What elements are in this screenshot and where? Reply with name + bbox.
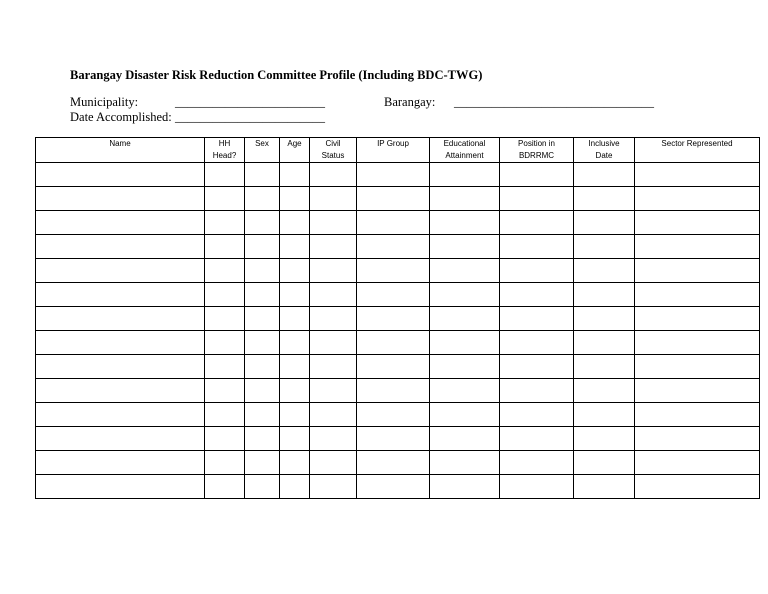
table-row — [36, 379, 760, 403]
table-row — [36, 403, 760, 427]
table-cell — [36, 403, 205, 427]
table-cell — [357, 187, 430, 211]
table-cell — [245, 379, 280, 403]
table-cell — [245, 307, 280, 331]
header-age: Age — [280, 138, 310, 163]
table-cell — [280, 451, 310, 475]
table-cell — [245, 427, 280, 451]
table-row — [36, 427, 760, 451]
table-cell — [500, 403, 574, 427]
table-cell — [245, 283, 280, 307]
table-cell — [635, 307, 760, 331]
table-cell — [245, 211, 280, 235]
table-cell — [245, 475, 280, 499]
header-name: Name — [36, 138, 205, 163]
table-cell — [310, 259, 357, 283]
table-cell — [430, 187, 500, 211]
table-cell — [310, 235, 357, 259]
table-cell — [36, 307, 205, 331]
table-cell — [574, 355, 635, 379]
table-cell — [205, 451, 245, 475]
table-cell — [357, 307, 430, 331]
table-cell — [430, 451, 500, 475]
table-cell — [280, 307, 310, 331]
header-sector-represented: Sector Represented — [635, 138, 760, 163]
table-cell — [635, 283, 760, 307]
table-cell — [280, 355, 310, 379]
header-inclusive-date: Inclusive Date — [574, 138, 635, 163]
table-cell — [357, 403, 430, 427]
table-cell — [36, 283, 205, 307]
table-cell — [635, 403, 760, 427]
table-cell — [574, 451, 635, 475]
table-cell — [500, 163, 574, 187]
table-cell — [500, 259, 574, 283]
table-cell — [280, 163, 310, 187]
table-cell — [310, 283, 357, 307]
table-row — [36, 211, 760, 235]
table-row — [36, 331, 760, 355]
table-cell — [245, 331, 280, 355]
table-cell — [205, 379, 245, 403]
table-cell — [310, 403, 357, 427]
table-row — [36, 475, 760, 499]
table-cell — [280, 475, 310, 499]
table-row — [36, 283, 760, 307]
table-cell — [310, 211, 357, 235]
table-cell — [245, 403, 280, 427]
table-cell — [635, 475, 760, 499]
municipality-blank: ________________________ — [175, 95, 325, 109]
table-cell — [357, 427, 430, 451]
table-cell — [574, 427, 635, 451]
table-cell — [205, 235, 245, 259]
table-cell — [430, 211, 500, 235]
table-row — [36, 451, 760, 475]
table-cell — [357, 283, 430, 307]
table-cell — [205, 211, 245, 235]
document-title: Barangay Disaster Risk Reduction Committee Profile (Including BDC-TWG) — [70, 68, 483, 82]
table-cell — [310, 331, 357, 355]
table-cell — [245, 451, 280, 475]
table-cell — [500, 475, 574, 499]
table-cell — [36, 427, 205, 451]
table-cell — [280, 379, 310, 403]
table-cell — [310, 163, 357, 187]
table-cell — [205, 259, 245, 283]
header-ip-group: IP Group — [357, 138, 430, 163]
table-cell — [635, 451, 760, 475]
table-cell — [310, 307, 357, 331]
table-cell — [357, 475, 430, 499]
table-cell — [430, 475, 500, 499]
header-educational-attainment: Educational Attainment — [430, 138, 500, 163]
table-cell — [430, 355, 500, 379]
table-cell — [205, 283, 245, 307]
table-cell — [635, 211, 760, 235]
date-accomplished-blank: ________________________ — [175, 110, 325, 124]
table-cell — [430, 379, 500, 403]
barangay-blank: ________________________________ — [454, 95, 654, 109]
table-cell — [500, 379, 574, 403]
table-row — [36, 259, 760, 283]
table-cell — [430, 427, 500, 451]
table-cell — [500, 307, 574, 331]
table-cell — [36, 187, 205, 211]
table-cell — [500, 355, 574, 379]
table-cell — [574, 475, 635, 499]
table-cell — [357, 163, 430, 187]
table-cell — [36, 163, 205, 187]
table-cell — [357, 331, 430, 355]
table-cell — [430, 331, 500, 355]
header-sex: Sex — [245, 138, 280, 163]
barangay-label: Barangay: — [384, 95, 436, 109]
table-cell — [280, 427, 310, 451]
table-cell — [574, 283, 635, 307]
table-cell — [357, 259, 430, 283]
table-cell — [36, 331, 205, 355]
table-cell — [280, 211, 310, 235]
table-row — [36, 307, 760, 331]
table-cell — [36, 235, 205, 259]
table-cell — [430, 403, 500, 427]
table-cell — [205, 355, 245, 379]
table-cell — [430, 283, 500, 307]
table-cell — [574, 403, 635, 427]
table-cell — [280, 187, 310, 211]
table-cell — [245, 187, 280, 211]
table-cell — [635, 355, 760, 379]
header-position-in-bdrrmc: Position in BDRRMC — [500, 138, 574, 163]
table-cell — [245, 163, 280, 187]
table-cell — [36, 355, 205, 379]
table-cell — [574, 187, 635, 211]
table-cell — [500, 451, 574, 475]
table-cell — [500, 187, 574, 211]
table-cell — [205, 331, 245, 355]
date-accomplished-label: Date Accomplished: — [70, 110, 172, 124]
table-cell — [357, 355, 430, 379]
table-cell — [500, 331, 574, 355]
table-cell — [574, 259, 635, 283]
table-cell — [36, 211, 205, 235]
table-cell — [357, 211, 430, 235]
table-cell — [280, 331, 310, 355]
table-cell — [310, 451, 357, 475]
committee-profile-table — [35, 137, 760, 499]
table-cell — [635, 187, 760, 211]
table-cell — [635, 427, 760, 451]
table-header-row — [36, 138, 760, 163]
table-cell — [500, 235, 574, 259]
table-cell — [357, 451, 430, 475]
table-cell — [635, 379, 760, 403]
table-cell — [574, 235, 635, 259]
table-cell — [36, 259, 205, 283]
table-cell — [574, 331, 635, 355]
table-cell — [280, 283, 310, 307]
table-cell — [500, 211, 574, 235]
table-row — [36, 163, 760, 187]
table-cell — [430, 307, 500, 331]
header-civil-status: Civil Status — [310, 138, 357, 163]
table-cell — [635, 331, 760, 355]
table-cell — [430, 163, 500, 187]
table-cell — [574, 379, 635, 403]
table-cell — [205, 187, 245, 211]
table-cell — [310, 475, 357, 499]
table-cell — [36, 451, 205, 475]
table-cell — [245, 235, 280, 259]
table-cell — [280, 403, 310, 427]
table-cell — [357, 379, 430, 403]
table-body — [36, 163, 760, 499]
table-cell — [357, 235, 430, 259]
table-cell — [430, 235, 500, 259]
table-cell — [635, 259, 760, 283]
table-cell — [574, 163, 635, 187]
table-cell — [205, 307, 245, 331]
table-cell — [36, 379, 205, 403]
table-row — [36, 355, 760, 379]
table-cell — [245, 355, 280, 379]
table-cell — [310, 427, 357, 451]
table-cell — [245, 259, 280, 283]
table-cell — [310, 187, 357, 211]
table-cell — [500, 283, 574, 307]
table-cell — [310, 379, 357, 403]
table-row — [36, 187, 760, 211]
table-cell — [280, 235, 310, 259]
table-cell — [635, 163, 760, 187]
table-cell — [635, 235, 760, 259]
table-cell — [205, 403, 245, 427]
table-cell — [36, 475, 205, 499]
header-hh-head: HH Head? — [205, 138, 245, 163]
table-cell — [574, 211, 635, 235]
table-cell — [205, 427, 245, 451]
table-cell — [500, 427, 574, 451]
table-cell — [430, 259, 500, 283]
municipality-label: Municipality: — [70, 95, 139, 109]
table-row — [36, 235, 760, 259]
table-cell — [205, 475, 245, 499]
table-cell — [310, 355, 357, 379]
table-cell — [205, 163, 245, 187]
table-cell — [280, 259, 310, 283]
table-cell — [574, 307, 635, 331]
